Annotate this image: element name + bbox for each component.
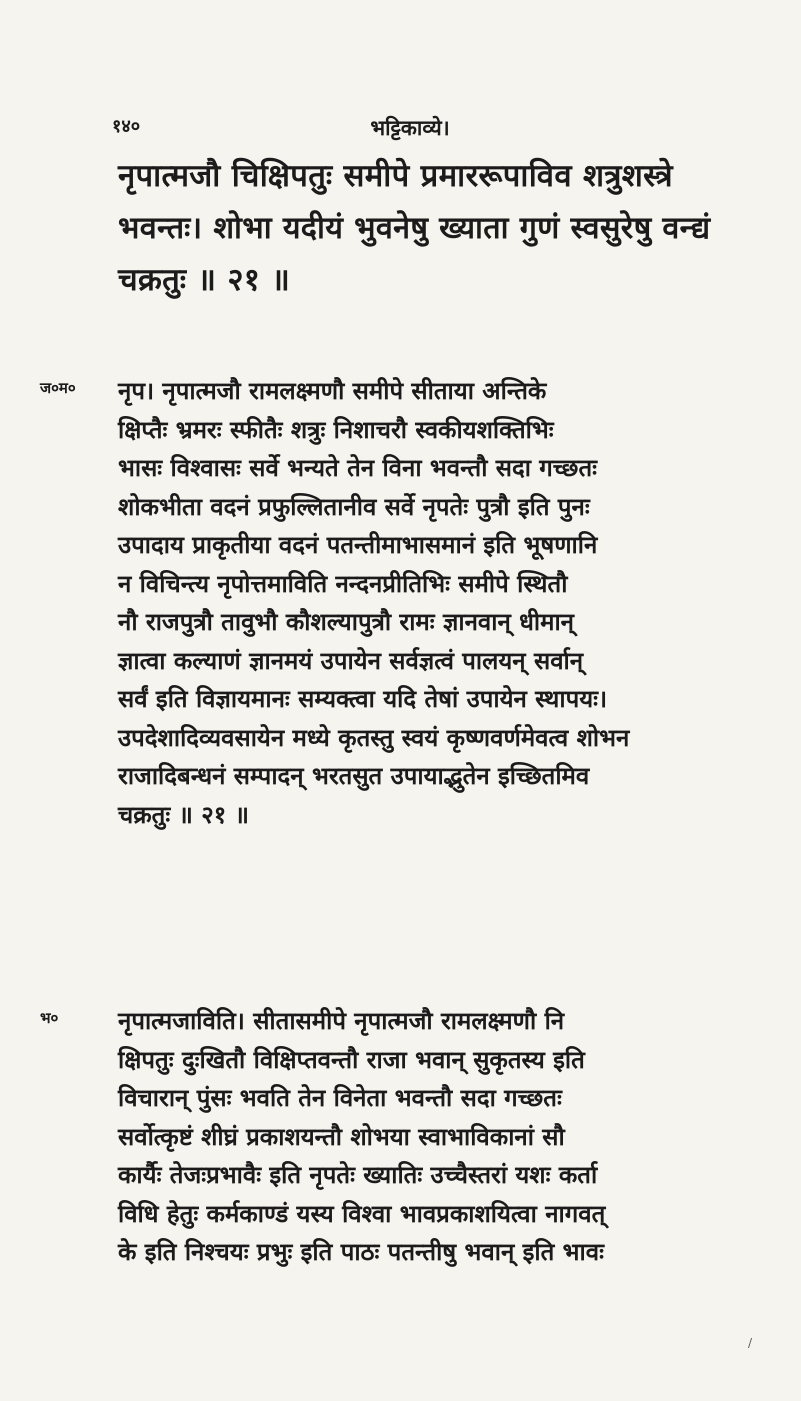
commentary-line: न विचिन्त्य नृपोत्तमाविति नन्दनप्रीतिभिः समीपे स्थितौ bbox=[118, 568, 568, 598]
verse-line: भवन्तः। शोभा यदीयं भुवनेषु ख्याता गुणं स्वसुरेषु वन्द्यं bbox=[118, 210, 711, 246]
commentary-line: उपदेशादिव्यवसायेन मध्ये कृतस्तु स्वयं कृष्णवर्णमेवत्व शोभन bbox=[118, 722, 630, 752]
commentary-label: ज०म० bbox=[40, 379, 76, 397]
commentary-line: शोकभीता वदनं प्रफुल्लितानीव सर्वे नृपतेः पुत्रौ इति पुनः bbox=[118, 491, 590, 521]
commentary-line: कार्यैः तेजःप्रभावैः इति नृपतेः ख्यातिः उच्चैस्तरां यशः कर्ता bbox=[118, 1160, 598, 1189]
commentary-block-1 bbox=[40, 372, 750, 834]
commentary-line: राजादिबन्धनं सम्पादन् भरतसुत उपायाद्भुतेन इच्छितमिव bbox=[118, 761, 590, 790]
page-number: १४० bbox=[112, 116, 141, 137]
commentary-line: सर्वोत्कृष्टं शीघ्रं प्रकाशयन्तौ शोभया स्वाभाविकानां सौ bbox=[118, 1121, 565, 1151]
commentary-line: विचारान् पुंसः भवति तेन विनेता भवन्तौ सदा गच्छतः bbox=[118, 1083, 562, 1112]
commentary-line: विधि हेतुः कर्मकाण्डं यस्य विश्वा भावप्रकाशयित्वा नागवत् bbox=[118, 1198, 606, 1228]
commentary-label: भ० bbox=[40, 1009, 59, 1027]
commentary-line: ज्ञात्वा कल्याणं ज्ञानमयं उपायेन सर्वज्ञत्वं पालयन् सर्वान् bbox=[118, 645, 584, 675]
commentary-line: चक्रतुः ॥ २१ ॥ bbox=[118, 799, 249, 829]
commentary-line: नृपात्मजाविति। सीतासमीपे नृपात्मजौ रामलक्ष्मणौ नि bbox=[118, 1006, 565, 1035]
commentary-line: उपादाय प्राकृतीया वदनं पतन्तीमाभासमानं इति भूषणानि bbox=[118, 530, 598, 559]
commentary-block-2 bbox=[40, 1002, 750, 1272]
commentary-line: क्षिप्तैः भ्रमरः स्फीतैः शत्रुः निशाचरौ स्वकीयशक्तिभिः bbox=[118, 414, 554, 444]
commentary-line: के इति निश्चयः प्रभुः इति पाठः पतन्तीषु भवान् इति भावः bbox=[118, 1237, 604, 1266]
commentary-line: सर्वं इति विज्ञायमानः सम्यक्त्वा यदि तेषां उपायेन स्थापयः। bbox=[118, 684, 608, 713]
commentary-body bbox=[118, 372, 750, 834]
commentary-line: क्षिपतुः दुःखितौ विक्षिप्तवन्तौ राजा भवान् सुकृतस्य इति bbox=[118, 1044, 585, 1074]
commentary-body bbox=[118, 1002, 750, 1272]
running-title: भट्टिकाव्ये। bbox=[370, 115, 450, 140]
page-header bbox=[0, 114, 801, 144]
commentary-line: नृप। नृपात्मजौ रामलक्ष्मणौ समीपे सीताया अन्तिके bbox=[118, 376, 547, 405]
verse-block bbox=[118, 150, 718, 306]
stray-mark: / bbox=[748, 1336, 753, 1350]
commentary-line: भासः विश्वासः सर्वे भन्यते तेन विना भवन्तौ सदा गच्छतः bbox=[118, 453, 597, 482]
verse-line: चक्रतुः ॥ २१ ॥ bbox=[118, 262, 291, 298]
commentary-line: नौ राजपुत्रौ तावुभौ कौशल्यापुत्रौ रामः ज्ञानवान् धीमान् bbox=[118, 607, 574, 636]
verse-line: नृपात्मजौ चिक्षिपतुः समीपे प्रमाररूपाविव शत्रुशस्त्रे bbox=[118, 158, 673, 194]
